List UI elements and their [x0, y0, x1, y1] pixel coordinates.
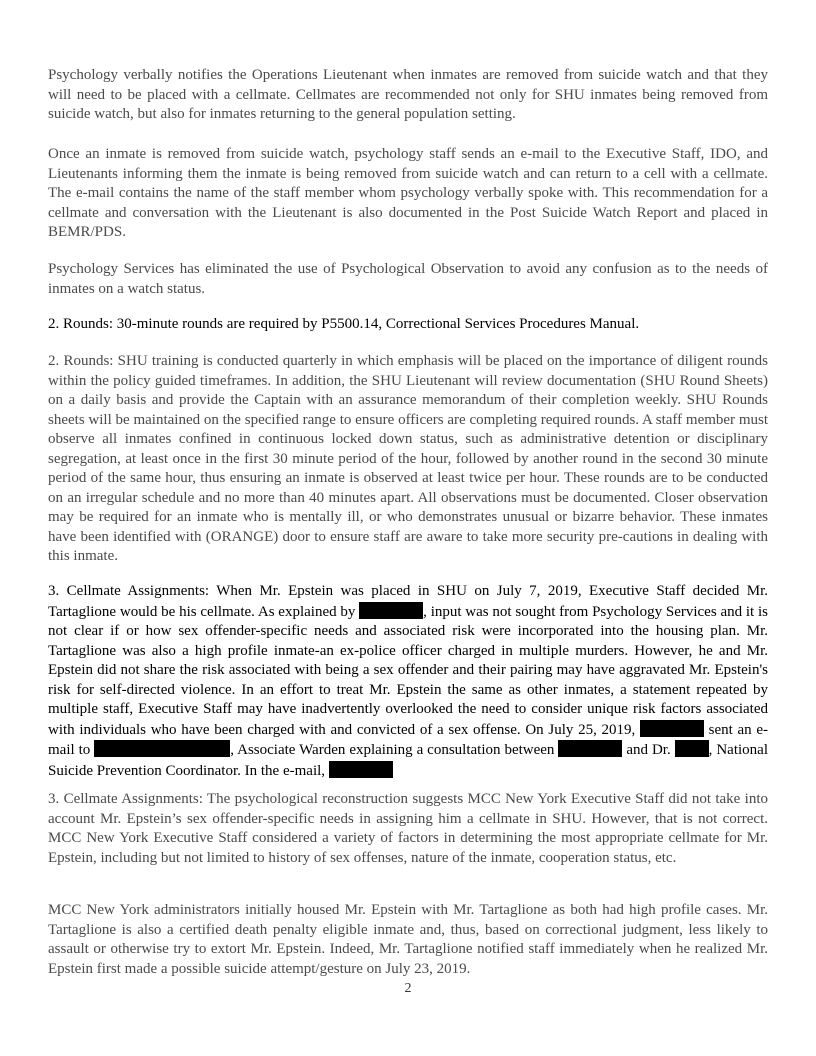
paragraph-psychological-observation: Psychology Services has eliminated the use of Psychological Observation to avoid any confusion as to the needs of inmates on a watch status.	[48, 261, 768, 297]
finding-cellmate-text-6: , National Suicide Prevention Coordinator. In the e-mail,	[48, 742, 769, 779]
response-rounds: 2. Rounds: SHU training is conducted quarterly in which emphasis will be placed on the importance of diligent rounds within the policy guided timeframes. In addition, the SHU Lieutenant will review documentation (SHU Round Sheets) on a daily basis and provide the Captain with an assurance memorandum of their completion weekly. SHU Rounds sheets will be maintained on the specified range to ensure officers are completing required rounds. A staff member must observe all inmates confined in continuous locked down status, such as administrative detention or disciplinary segregation, at least once in the first 30 minute period of the hour, followed by another round in the second 30 minute period of the same hour, thus ensuring an inmate is observed at least twice per hour. These rounds are to be conducted on an irregular schedule and no more than 40 minutes apart. All observations must be documented. Closer observation may be required for an inmate who is mentally ill, or who demonstrates unusual or bizarre behavior. These inmates have been identified with (ORANGE) door to ensure staff are aware to take more security pre-cautions in dealing with this inmate.	[48, 353, 768, 564]
redaction-block	[675, 740, 709, 757]
finding-cellmate-text-2: , input was not sought from Psychology Services and it is not clear if or how sex offender-specific needs and associated risk were incorporated into the housing plan. Mr. Tartaglione was also a high profile inmate-an ex-police officer charged in multiple murders. However, he and Mr. Epstein did not share the risk associated with being a sex offender and their pairing may have aggravated Mr. Epstein's risk for self-directed violence. In an effort to treat Mr. Epstein the same as other inmates, a statement repeated by multiple staff, Executive Staff may have inadvertently overlooked the need to consider unique risk factors associated with individuals who have been charged with and convicted of a sex offense. On July 25, 2019,	[48, 603, 769, 738]
page-number: 2	[404, 981, 412, 996]
finding-cellmate-text-4: , Associate Warden explaining a consultation between	[230, 742, 555, 758]
redaction-block	[94, 740, 230, 757]
paragraph-removal-email: Once an inmate is removed from suicide watch, psychology staff sends an e-mail to the Executive Staff, IDO, and Lieutenants informing them the inmate is being removed from suicide watch and can return to a cell with a cellmate. The e-mail contains the name of the staff member whom psychology verbally spoke with. This recommendation for a cellmate and conversation with the Lieutenant is also documented in the Post Suicide Watch Report and placed in BEMR/PDS.	[48, 146, 768, 240]
redaction-block	[359, 602, 423, 619]
redaction-block	[640, 720, 704, 737]
finding-cellmate-text-1: 3. Cellmate Assignments: When Mr. Epstein was placed in SHU on July 7, 2019, Executive Staff decided Mr. Tartaglione would be his cellmate. As explained by	[48, 583, 768, 620]
finding-rounds: 2. Rounds: 30-minute rounds are required by P5500.14, Correctional Services Procedures Manual.	[48, 316, 640, 332]
redaction-block	[558, 740, 622, 757]
finding-cellmate-text-3: sent an e-mail to	[48, 721, 769, 758]
finding-cellmate-text-5: and Dr.	[626, 742, 671, 758]
finding-cellmate-assignments	[48, 582, 768, 781]
response-cellmate-assignments: 3. Cellmate Assignments: The psychological reconstruction suggests MCC New York Executive Staff did not take into account Mr. Epstein’s sex offender-specific needs in assigning him a cellmate in SHU. However, that is not correct. MCC New York Executive Staff considered a variety of factors in determining the most appropriate cellmate for Mr. Epstein, including but not limited to history of sex offenses, nature of the inmate, cooperation status, etc.	[48, 791, 768, 866]
paragraph-psychology-notification: Psychology verbally notifies the Operations Lieutenant when inmates are removed from suicide watch and that they will need to be placed with a cellmate. Cellmates are recommended not only for SHU inmates being removed from suicide watch, but also for inmates returning to the general population setting.	[48, 67, 768, 122]
paragraph-tartaglione-housing: MCC New York administrators initially housed Mr. Epstein with Mr. Tartaglione as both had high profile cases. Mr. Tartaglione is also a certified death penalty eligible inmate and, thus, based on correctional judgment, less likely to assault or otherwise try to extort Mr. Epstein. Indeed, Mr. Tartaglione notified staff immediately when he realized Mr. Epstein first made a possible suicide attempt/gesture on July 23, 2019.	[48, 902, 768, 977]
redaction-block	[329, 761, 393, 778]
